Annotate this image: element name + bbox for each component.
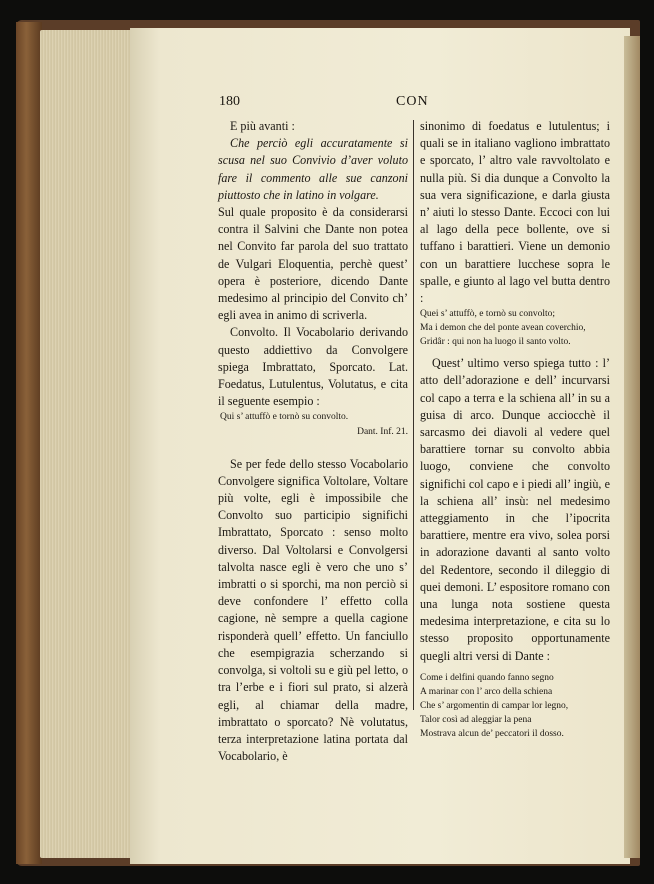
facing-page-edge xyxy=(624,36,640,858)
left-paragraph: Sul quale proposito è da considerarsi contra il Salvini che Dante non potea nel Convito far parola del suo trattato de Vulgari Eloquentia, perchè quest’ opera è posteriore, dicendo Dante medesimo al principio del Convito ch’ egli avea in animo di scriverla. xyxy=(218,205,408,323)
right-column xyxy=(420,118,610,741)
right-quote-line: Ma i demon che del ponte avean coverchio, xyxy=(420,323,586,334)
left-paragraph: E più avanti : xyxy=(230,119,295,133)
right-quote-line: Come i delfini quando fanno segno xyxy=(420,672,554,683)
right-quote-line: Quei s’ attuffò, e tornò su convolto; xyxy=(420,309,555,320)
left-column xyxy=(218,118,408,765)
left-paragraph: Che perciò egli accuratamente si scusa nel suo Convivio d’aver voluto fare il commento alle sue canzoni piuttosto che in latino in volgare. xyxy=(218,136,408,202)
left-paragraph: Convolto. Il Vocabolario derivando questo addiettivo da Convolgere spiega Imbrattato, Sporcato. Lat. Foedatus, Lutulentus, Volutatus, e cita il seguente esempio : xyxy=(218,325,408,409)
right-quote-line: Talor così ad aleggiar la pena xyxy=(420,714,532,725)
right-quote-line: Mostrava alcun de’ peccatori il dosso. xyxy=(420,728,564,739)
page-edges xyxy=(40,30,140,858)
right-paragraph: Quest’ ultimo verso spiega tutto : l’ atto dell’adorazione e dell’ incurvarsi col capo a terra e la schiena all’ in su a guisa di arco. Dunque acciocchè il sarcasmo dei diavoli al vedere quel barattiere tornar su convolto abbia luogo, conviene che convolto significhi col capo e i piedi all’ ingiù, e la schiena all’ insù: nel medesimo atteggiamento in che l’ipocrita barattiere, mentre era vivo, solea porsi in adorazione davanti al santo volto del Redentore, secondo il dileggio di quei demoni. L’ espositore romano con una lunga nota sostiene questa medesima interpretazione, e cita su lo stesso proposito opportunamente quegli altri versi di Dante : xyxy=(420,356,610,663)
right-quote-line: Gridâr : qui non ha luogo il santo volto. xyxy=(420,337,571,348)
running-head: CON xyxy=(396,94,429,109)
left-paragraph: Se per fede dello stesso Vocabolario Convolgere significa Voltolare, Voltare più volte, egli è impossibile che Convolto suo participio significhi Imbrattato, Sporcato : senso molto diverso. Dal Voltolarsi e Convolgersi talvolta nasce egli è vero che uno s’ imbratti o si sporchi, ma non perciò si deve confondere l’ effetto colla cagione, nè sempre a quella cagione risponderà quell’ effetto. Un fanciullo che esempigrazia scherzando si convolga, si voltoli su e giù pel letto, o tra l’erbe e i fiori sul prato, si alzerà egli, al chiamar della madre, imbrattato o sporcato? Nè volutatus, terza interpretazione latina portata dal Vocabolario, è xyxy=(218,456,408,764)
page-number: 180 xyxy=(219,94,240,109)
column-divider xyxy=(413,120,414,710)
right-paragraph: sinonimo di foedatus e lutulentus; i quali se in italiano vagliono imbrattato e sporcato, l’ altro vale ravvoltolato e nulla più. Si dia dunque a Convolto la sua vera significazione, e darla giusta n’ aiuti lo stesso Dante. Eccoci con lui al lago della pece bollente, ove si tuffano i barattieri. Viene un demonio con un barattiere lucchese sopra le spalle, e giunto al lago vel butta dentro : xyxy=(420,119,610,306)
left-quote: Qui s’ attuffò e tornò su convolto. xyxy=(220,412,349,423)
right-quote-line: A marinar con l’ arco della schiena xyxy=(420,686,553,697)
book-spine xyxy=(16,22,42,864)
left-citation: Dant. Inf. 21. xyxy=(357,427,408,438)
right-quote-line: Che s’ argomentin di campar lor legno, xyxy=(420,700,569,711)
